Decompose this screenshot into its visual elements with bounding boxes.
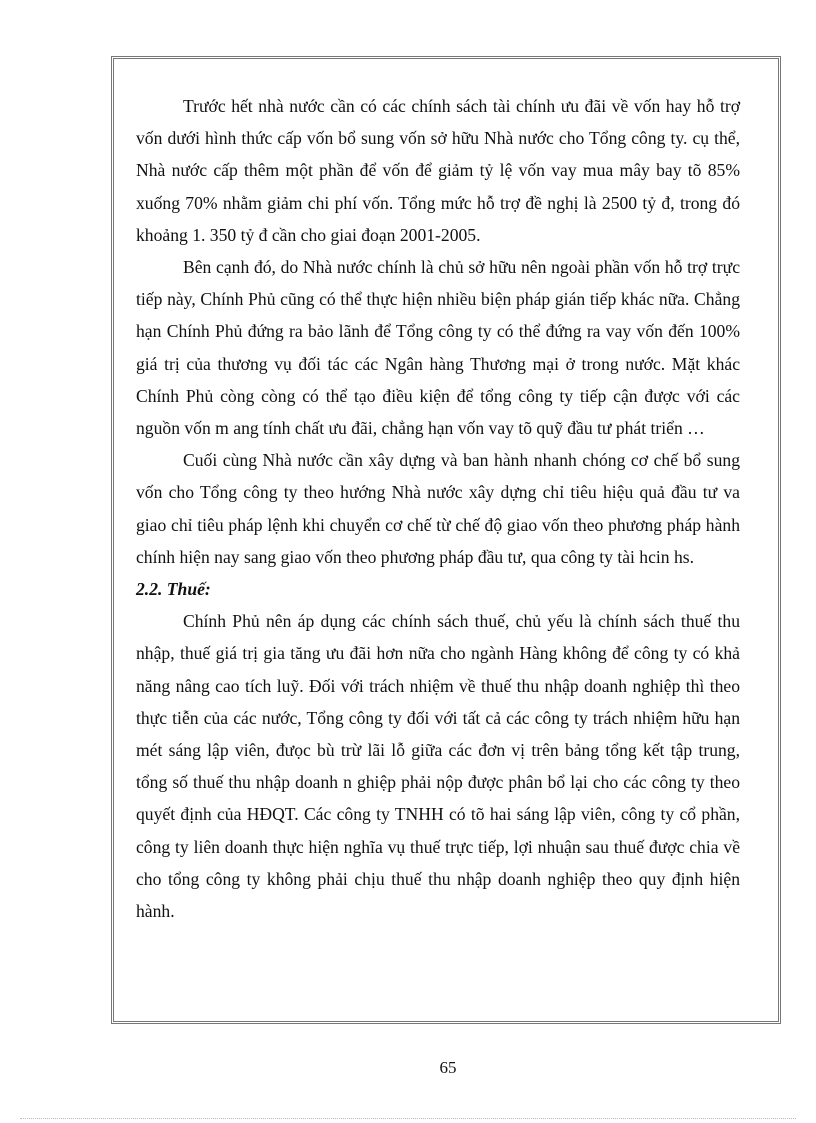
paragraph-tax-policy: Chính Phủ nên áp dụng các chính sách thuế, chủ yếu là chính sách thuế thu nhập, thuế giá trị gia tăng ưu đãi hơn nữa cho ngành Hàng không để công ty có khả năng nâng cao tích luỹ. Đối với trách nhiệm về thuế thu nhập doanh nghiệp thì theo thực tiễn của các nước, Tổng công ty đối với tất cả các công ty trách nhiệm hữu hạn mét sáng lập viên, đưọc bù trừ lãi lỗ giữa các đơn vị trên bảng tổng kết tập trung, tổng số thuế thu nhập doanh n ghiệp phải nộp được phân bổ lại cho các công ty theo quyết định của HĐQT. Các công ty TNHH có tõ hai sáng lập viên, công ty cổ phần, công ty liên doanh thực hiện nghĩa vụ thuế trực tiếp, lợi nhuận sau thuế được chia về cho tổng công ty không phải chịu thuế thu nhập doanh nghiệp theo quy định hiện hành. bbox=[136, 611, 740, 922]
paragraph-capital-support: Trước hết nhà nước cần có các chính sách tài chính ưu đãi về vốn hay hỗ trợ vốn dưới hình thức cấp vốn bổ sung vốn sở hữu Nhà nước cho Tổng công ty. cụ thể, Nhà nước cấp thêm một phần để vốn để giảm tỷ lệ vốn vay mua mây bay tõ 85% xuống 70% nhằm giảm chi phí vốn. Tổng mức hỗ trợ đề nghị là 2500 tỷ đ, trong đó khoảng 1. 350 tỷ đ cần cho giai đoạn 2001-2005. bbox=[136, 96, 740, 245]
section-heading-tax: 2.2. Thuế: bbox=[136, 579, 211, 600]
paragraph-capital-mechanism: Cuối cùng Nhà nước cần xây dựng và ban hành nhanh chóng cơ chế bổ sung vốn cho Tổng công ty theo hướng Nhà nước xây dựng chỉ tiêu hiệu quả đầu tư va giao chỉ tiêu pháp lệnh khi chuyển cơ chế từ chế độ giao vốn theo phương pháp hành chính hiện nay sang giao vốn theo phương pháp đầu tư, qua công ty tài hcin hs. bbox=[136, 450, 740, 567]
page-bottom-rule bbox=[20, 1118, 796, 1119]
document-body bbox=[136, 90, 740, 927]
paragraph-indirect-measures: Bên cạnh đó, do Nhà nước chính là chủ sở hữu nên ngoài phần vốn hỗ trợ trực tiếp này, Chính Phủ cũng có thể thực hiện nhiều biện pháp gián tiếp khác nữa. Chẳng hạn Chính Phủ đứng ra bảo lãnh để Tổng công ty có thể đứng ra vay vốn đến 100% giá trị của thương vụ đối tác các Ngân hàng Thương mại ở trong nước. Mặt khác Chính Phủ còng còng có thể tạo điều kiện để tổng công ty tiếp cận được với các nguồn vốn m ang tính chất ưu đãi, chẳng hạn vốn vay tõ quỹ đầu tư phát triển … bbox=[136, 257, 740, 439]
page-number: 65 bbox=[439, 1058, 457, 1077]
